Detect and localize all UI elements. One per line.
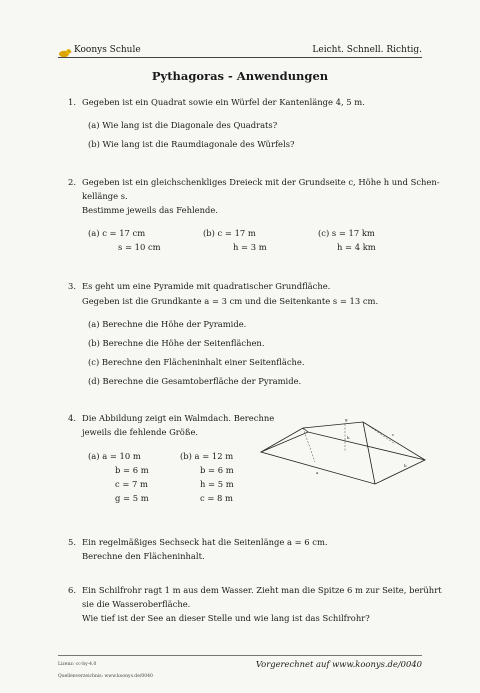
task-2c-h: h = 4 km: [337, 242, 376, 252]
task-4a-c: c = 7 m: [115, 479, 148, 489]
header-rule: [58, 57, 422, 58]
task-4a-a: (a) a = 10 m: [88, 451, 141, 461]
task-4b-h: h = 5 m: [200, 479, 234, 489]
task-4-number: 4.: [68, 413, 76, 423]
page-title: Pythagoras - Anwendungen: [151, 69, 329, 83]
footer-license: Lizenz: cc-by-4.0: [58, 662, 97, 667]
footer-rule: [58, 655, 422, 656]
task-1a: (a) Wie lang ist die Diagonale des Quadrats?: [88, 120, 278, 130]
task-6-line2: sie die Wasseroberfläche.: [82, 599, 191, 609]
fig-label-c: c: [392, 432, 395, 437]
fig-label-g: g: [345, 417, 348, 422]
fig-label-b: b: [404, 463, 407, 468]
task-2b-h: h = 3 m: [233, 242, 267, 252]
fig-label-a: a: [316, 470, 319, 475]
task-3a: (a) Berechne die Höhe der Pyramide.: [88, 319, 247, 329]
task-4-line1: Die Abbildung zeigt ein Walmdach. Berechne: [82, 413, 275, 423]
task-2-line1: Gegeben ist ein gleichschenkliges Dreieck mit der Grundseite c, Höhe h und Schen-: [82, 177, 440, 187]
task-3-number: 3.: [68, 281, 76, 291]
task-3c: (c) Berechne den Flächeninhalt einer Seitenfläche.: [88, 357, 305, 367]
task-4b-b: b = 6 m: [200, 465, 234, 475]
task-5-line1: Ein regelmäßiges Sechseck hat die Seitenlänge a = 6 cm.: [82, 537, 328, 547]
task-4a-g: g = 5 m: [115, 493, 149, 503]
task-3-line2: Gegeben ist die Grundkante a = 3 cm und die Seitenkante s = 13 cm.: [82, 296, 379, 306]
task-2b-c: (b) c = 17 m: [203, 228, 256, 238]
task-4b-c: c = 8 m: [200, 493, 233, 503]
koonys-logo-icon: [58, 44, 72, 63]
task-2-line2: kellänge s.: [82, 191, 128, 201]
task-2-line3: Bestimme jeweils das Fehlende.: [82, 205, 218, 215]
task-3b: (b) Berechne die Höhe der Seitenflächen.: [88, 338, 265, 348]
fig-label-h: h: [347, 435, 350, 440]
footer-solution-link[interactable]: Vorgerechnet auf www.koonys.de/0040: [255, 659, 422, 669]
brand-name: Koonys Schule: [74, 45, 141, 55]
task-3d: (d) Berechne die Gesamtoberfläche der Pyramide.: [88, 376, 302, 386]
task-6-number: 6.: [68, 585, 76, 595]
task-4b-a: (b) a = 12 m: [180, 451, 234, 461]
task-2a-s: s = 10 cm: [118, 242, 161, 252]
task-2c-s: (c) s = 17 km: [318, 228, 375, 238]
task-6-line3: Wie tief ist der See an dieser Stelle und wie lang ist das Schilfrohr?: [82, 613, 370, 623]
task-3-line1: Es geht um eine Pyramide mit quadratischer Grundfläche.: [82, 281, 331, 291]
task-1-number: 1.: [68, 97, 76, 107]
task-4-line2: jeweils die fehlende Größe.: [82, 427, 199, 437]
task-2-number: 2.: [68, 177, 76, 187]
task-1-text: Gegeben ist ein Quadrat sowie ein Würfel der Kantenlänge 4, 5 m.: [82, 97, 365, 107]
task-2a-c: (a) c = 17 cm: [88, 228, 146, 238]
footer-sources: Quellenverzeichnis: www.koonys.de/0040: [58, 674, 153, 679]
task-6-line1: Ein Schilfrohr ragt 1 m aus dem Wasser. Zieht man die Spitze 6 m zur Seite, berührt: [82, 585, 442, 595]
task-5-line2: Berechne den Flächeninhalt.: [82, 551, 205, 561]
task-4a-b: b = 6 m: [115, 465, 149, 475]
hip-roof-figure: [255, 412, 430, 494]
task-5-number: 5.: [68, 537, 76, 547]
brand-slogan: Leicht. Schnell. Richtig.: [312, 45, 422, 55]
task-1b: (b) Wie lang ist die Raumdiagonale des Würfels?: [88, 139, 295, 149]
